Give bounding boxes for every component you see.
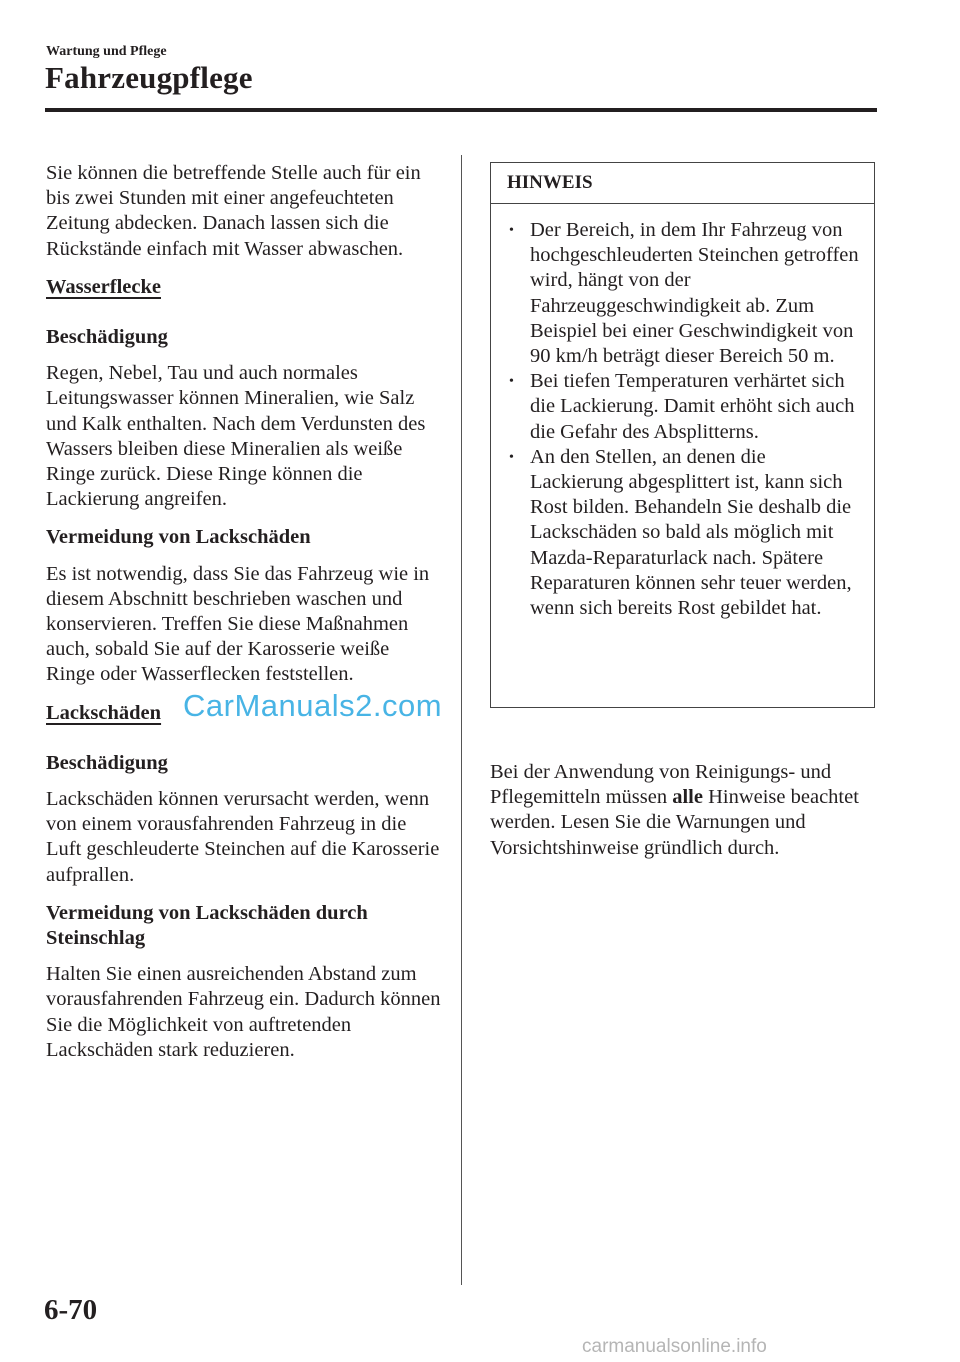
paragraph-lackschaeden-beschaedigung: Lackschäden können verursacht werden, wenn von einem vorausfahrenden Fahrzeug in die Luft geschleuderte Steinchen auf die Karosserie aufprallen. [46,788,440,886]
note-box [490,162,875,708]
section-heading-lackschaeden: Lackschäden [46,701,162,724]
section-heading-wasserflecke: Wasserflecke [46,275,161,298]
note-list [491,204,874,621]
subheading-vermeidung: Vermeidung von Lackschäden [46,526,311,549]
note-title: HINWEIS [491,163,874,204]
page-number: 6-70 [44,1294,98,1326]
left-column [46,161,441,1076]
note-item: • Bei tiefen Temperaturen verhärtet sich die Lackierung. Damit erhöht sich auch die Gefahr des Absplitterns. [509,369,864,445]
intro-paragraph: Sie können die betreffende Stelle auch für ein bis zwei Stunden mit einer angefeuchteten Zeitung abdecken. Danach lassen sich die Rückstände einfach mit Wasser abwaschen. [46,162,421,260]
page-title: Fahrzeugpflege [45,60,253,95]
section-label: Wartung und Pflege [46,44,167,59]
right-column [490,760,885,874]
paragraph-lackschaeden-vermeidung: Halten Sie einen ausreichenden Abstand zum vorausfahrenden Fahrzeug ein. Dadurch können Sie die Möglichkeit von auftretenden Lackschäden stark reduzieren. [46,963,441,1061]
footer-watermark: carmanualsonline.info [582,1336,767,1357]
subheading-beschaedigung: Beschädigung [46,326,168,349]
subheading-beschaedigung-2: Beschädigung [46,751,168,774]
note-item: • Der Bereich, in dem Ihr Fahrzeug von hochgeschleuderten Steinchen getroffen wird, hängt von der Fahrzeuggeschwindigkeit ab. Zum Beispiel bei einer Geschwindigkeit von 90 km/h beträgt dieser Bereich 50 m. [509,218,864,369]
watermark: CarManuals2.com [183,688,443,723]
paragraph-wasserflecke-beschaedigung: Regen, Nebel, Tau und auch normales Leitungswasser können Mineralien, wie Salz und Kalk enthalten. Nach dem Verdunsten des Wassers bleiben diese Mineralien als weiße Ringe zurück. Diese Ringe können die Lackierung angreifen. [46,362,426,511]
text-before-bold: Bei der Anwendung von Reinigungs- und Pflegemitteln müssen [490,761,832,809]
paragraph-wasserflecke-vermeidung: Es ist notwendig, dass Sie das Fahrzeug wie in diesem Abschnitt beschrieben waschen und konservieren. Treffen Sie diese Maßnahmen auch, sobald Sie auf der Karosserie weiße Ringe oder Wasserflecken feststellen. [46,562,430,686]
column-divider [461,155,462,1285]
title-rule [45,108,877,112]
bold-word: alle [672,786,703,809]
note-item: • An den Stellen, an denen die Lackierung abgesplittert ist, kann sich Rost bilden. Behandeln Sie deshalb die Lackschäden so bald als möglich mit Mazda-Reparaturlack nach. Spätere Reparaturen können sehr teuer werden, wenn sich bereits Rost gebildet hat. [509,445,864,621]
text-after-bold: Hinweise beachtet werden. Lesen Sie die Warnungen und Vorsichtshinweise gründlich durch. [490,786,859,859]
paragraph-hinweise [490,760,885,861]
subheading-vermeidung-steinschlag: Vermeidung von Lackschäden durch Steinschlag [46,901,368,950]
